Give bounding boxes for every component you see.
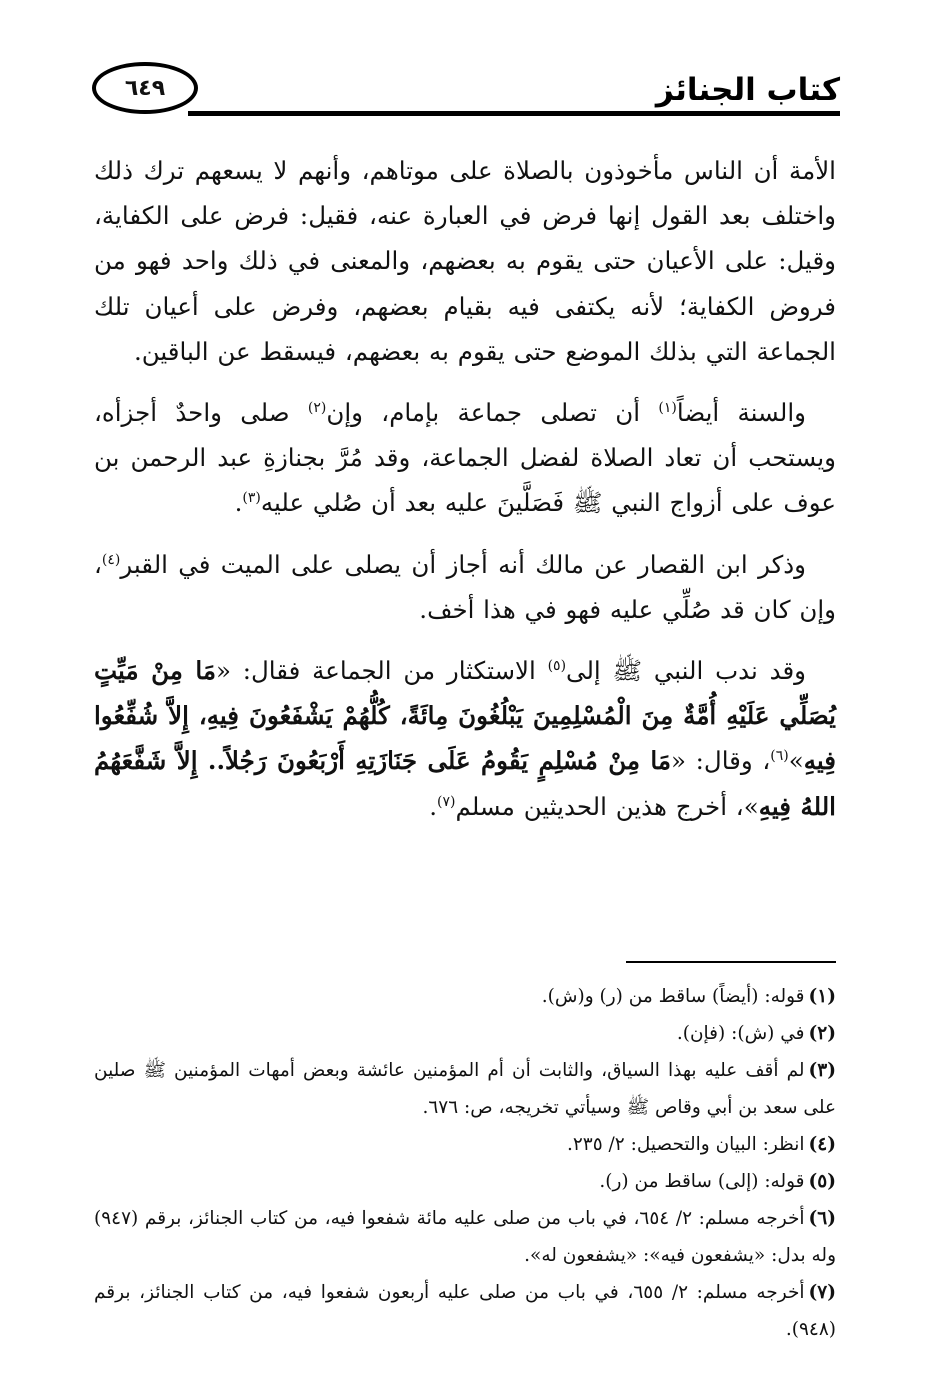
footnote-2 (94, 1015, 836, 1052)
paragraph-2 (94, 390, 836, 526)
footnote-text: أخرجه مسلم: ٢/ ٦٥٥، في باب من صلى عليه أربعون شفعوا فيه، من كتاب الجنائز، برقم (٩٤٨). (94, 1282, 836, 1340)
paragraph-4 (94, 648, 836, 829)
text-run: ، وقال: « (671, 746, 771, 776)
footnote-ref-7[interactable]: (٧) (437, 793, 456, 810)
paragraph-1: الأمة أن الناس مأخوذون بالصلاة على موتاهم، وأنهم لا يسعهم ترك ذلك واختلف بعد القول إنها فرض في العبارة عنه، فقيل: فرض على الكفاية، وقيل: على الأعيان حتى يقوم به بعضهم، والمعنى في ذلك واحد فهو من فروض الكفاية؛ لأنه يكتفى فيه بقيام بعضهم، وفرض على أعيان تلك الجماعة التي بذلك الموضع حتى يقوم به بعضهم، فيسقط عن الباقين. (94, 156, 836, 366)
footnote-separator (626, 961, 836, 963)
text-run: وقد ندب النبي ﷺ إلى (566, 656, 806, 686)
footnote-4 (94, 1126, 836, 1163)
footnote-5 (94, 1163, 836, 1200)
text-run: ، وإن كان قد صُلِّي عليه فهو في هذا أخف. (94, 549, 836, 624)
footnote-7 (94, 1274, 836, 1348)
text-run: . (234, 488, 243, 518)
page-number (92, 62, 198, 114)
footnote-number: (٦) (808, 1208, 836, 1229)
footnote-ref-6[interactable]: (٦) (770, 748, 789, 765)
footnote-text: أخرجه مسلم: ٢/ ٦٥٤، في باب من صلى عليه مائة شفعوا فيه، من كتاب الجنائز، برقم (٩٤٧) وله بدل: «يشفعون فيه»: «يشفعون له». (94, 1208, 836, 1266)
footnote-number: (٤) (808, 1134, 836, 1155)
text-run: . (429, 791, 438, 821)
footnote-ref-3[interactable]: (٣) (242, 490, 261, 507)
text-run: وذكر ابن القصار عن مالك أنه أجاز أن يصلى على الميت في القبر (120, 549, 806, 579)
paragraph-3 (94, 542, 836, 632)
footnote-ref-2[interactable]: (٢) (307, 399, 327, 416)
text-run: صلى واحدٌ أجزأه، ويستحب أن تعاد الصلاة لفضل الجماعة، وقد مُرَّ بجنازةِ عبد الرحمن بن عوف على أزواج النبي ﷺ فَصَلَّينَ عليه بعد أن صُلي عليه (94, 398, 836, 518)
footnote-text: في (ش): (فإن). (676, 1023, 805, 1044)
text-run: أن تصلى جماعة بإمام، وإن (326, 398, 659, 428)
hadith-quote-2: مَا مِنْ مُسْلِمٍ يَقُومُ عَلَى جَنَازَتِهِ أَرْبَعُونَ رَجُلاً.. إِلاَّ شَفَّعَهُمُ اللهُ فِيهِ (94, 746, 836, 821)
hadith-quote-1: مَا مِنْ مَيِّتٍ يُصَلِّي عَلَيْهِ أُمَّةٌ مِنَ الْمُسْلِمِينَ يَبْلُغُونَ مِائَةً، كُلُّهُمْ يَشْفَعُونَ فِيهِ، إِلاَّ شُفِّعُوا فِيهِ (94, 656, 836, 776)
footnote-6 (94, 1200, 836, 1274)
footnote-1 (94, 978, 836, 1015)
page-number-text: ٦٤٩ (124, 75, 166, 101)
footnote-ref-5[interactable]: (٥) (547, 657, 567, 674)
header-rule (188, 111, 840, 116)
text-run: » (788, 746, 804, 776)
footnote-number: (٣) (808, 1060, 836, 1081)
text-run: »، أخرج هذين الحديثين مسلم (455, 791, 759, 821)
footnotes (94, 978, 836, 1348)
text-run: الاستكثار من الجماعة فقال: « (215, 656, 548, 686)
footnote-number: (٢) (808, 1023, 836, 1044)
footnote-number: (١) (808, 986, 836, 1007)
footnote-text: لم أقف عليه بهذا السياق، والثابت أن أم المؤمنين عائشة وبعض أمهات المؤمنين ﷺ صلين على سعد بن أبي وقاص ﷺ وسيأتي تخريجه، ص: ٦٧٦. (94, 1060, 836, 1118)
footnote-text: قوله: (أيضاً) ساقط من (ر) و(ش). (541, 986, 805, 1007)
footnote-3 (94, 1052, 836, 1126)
footnote-text: انظر: البيان والتحصيل: ٢/ ٢٣٥. (566, 1134, 805, 1155)
text-run: والسنة أيضاً (676, 398, 806, 428)
footnote-text: قوله: (إلى) ساقط من (ر). (599, 1171, 805, 1192)
footnote-ref-1[interactable]: (١) (658, 399, 677, 416)
chapter-title: كتاب الجنائز (655, 72, 840, 108)
page-header (92, 62, 840, 122)
main-text (94, 148, 836, 845)
footnote-number: (٧) (808, 1282, 836, 1303)
footnote-number: (٥) (808, 1171, 836, 1192)
footnote-ref-4[interactable]: (٤) (101, 551, 121, 568)
